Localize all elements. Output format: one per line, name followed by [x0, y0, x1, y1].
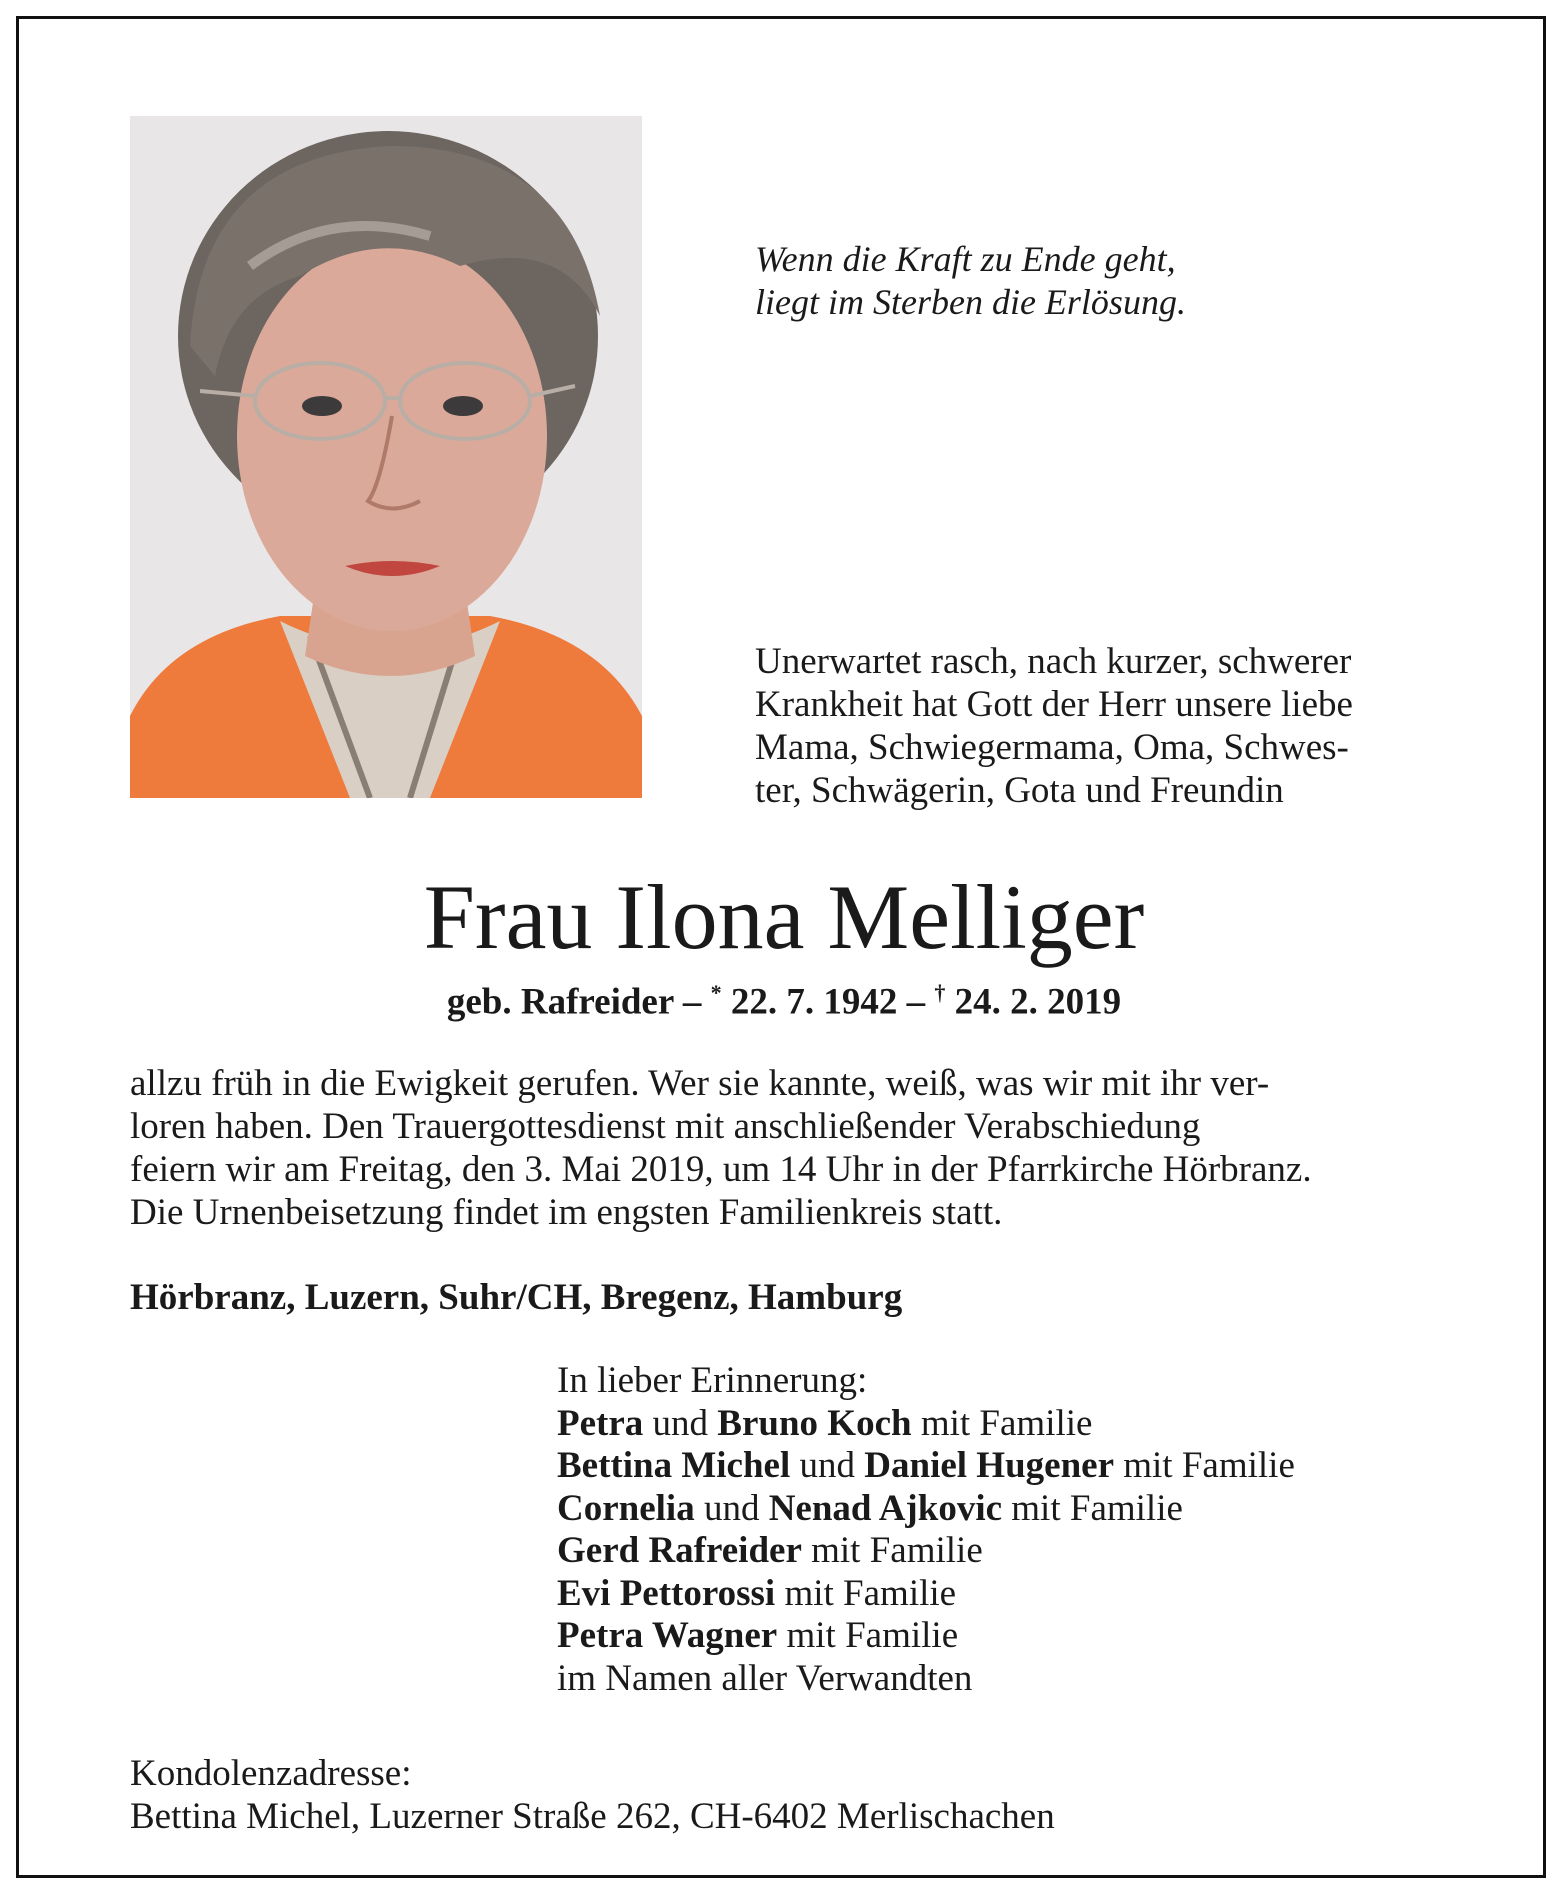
- mourners-closing: im Namen aller Verwandten: [557, 1657, 973, 1699]
- mourner-line: [557, 1488, 1295, 1531]
- life-dates: [0, 980, 1568, 1023]
- mourner-line: [557, 1403, 1295, 1446]
- mourner-name: Evi Pettorossi: [557, 1572, 776, 1614]
- address-line: Bettina Michel, Luzerner Straße 262, CH-6402 Merlischachen: [130, 1796, 1055, 1837]
- death-date: 24. 2. 2019: [954, 981, 1122, 1023]
- mourner-line: [557, 1573, 1295, 1616]
- mourner-text: und: [694, 1487, 769, 1529]
- mourner-text: und: [790, 1445, 865, 1486]
- mourner-text: mit Familie: [775, 1572, 957, 1614]
- remembrance-heading: In lieber Erinnerung:: [557, 1360, 868, 1401]
- intro-line: Unerwartet rasch, nach kurzer, schwerer: [755, 641, 1352, 682]
- birth-date: 22. 7. 1942: [730, 981, 898, 1023]
- mourner-text: mit Familie: [911, 1402, 1093, 1444]
- mourner-line: [557, 1530, 1295, 1573]
- quote-line: Wenn die Kraft zu Ende geht,: [755, 239, 1176, 279]
- death-symbol: †: [934, 980, 946, 1005]
- intro-line: Mama, Schwiegermama, Oma, Schwes-: [755, 727, 1349, 768]
- quote-line: liegt im Sterben die Erlösung.: [755, 282, 1186, 322]
- condolence-address: [130, 1752, 1055, 1838]
- mourner-line: [557, 1615, 1295, 1658]
- body-line: feiern wir am Freitag, den 3. Mai 2019, um 14 Uhr in der Pfarrkirche Hörbranz.: [130, 1149, 1312, 1190]
- mourner-name: Nenad Ajkovic: [768, 1487, 1003, 1529]
- intro-line: ter, Schwägerin, Gota und Freundin: [755, 770, 1284, 811]
- address-label: Kondolenzadresse:: [130, 1753, 412, 1794]
- birth-name: geb. Rafreider: [446, 981, 674, 1023]
- mourner-name: Daniel Hugener: [864, 1445, 1114, 1486]
- intro-line: Krankheit hat Gott der Herr unsere liebe: [755, 684, 1353, 725]
- separator: –: [906, 981, 926, 1023]
- mourner-name: Petra Wagner: [557, 1615, 778, 1656]
- birth-symbol: *: [710, 980, 722, 1005]
- mourner-name: Bettina Michel: [557, 1445, 791, 1486]
- mourner-name: Gerd Rafreider: [557, 1530, 802, 1571]
- mourner-text: mit Familie: [1114, 1445, 1295, 1486]
- body-line: loren haben. Den Trauergottesdienst mit anschließender Verabschiedung: [130, 1106, 1201, 1147]
- mourner-text: mit Familie: [1002, 1487, 1183, 1529]
- quote: [755, 238, 1186, 324]
- portrait-photo: [130, 116, 642, 798]
- deceased-name: Frau Ilona Melliger: [423, 866, 1145, 968]
- mourner-text: und: [643, 1402, 718, 1444]
- separator: –: [682, 981, 702, 1023]
- places: Hörbranz, Luzern, Suhr/CH, Bregenz, Hamburg: [130, 1277, 903, 1318]
- mourner-name: Cornelia: [557, 1487, 695, 1529]
- mourner-text: mit Familie: [801, 1530, 983, 1571]
- mourner-list: [557, 1403, 1295, 1658]
- mourner-text: mit Familie: [777, 1615, 959, 1656]
- mourner-line: [557, 1445, 1295, 1488]
- body-line: Die Urnenbeisetzung findet im engsten Familienkreis statt.: [130, 1192, 1003, 1233]
- body-line: allzu früh in die Ewigkeit gerufen. Wer sie kannte, weiß, was wir mit ihr ver-: [130, 1063, 1270, 1104]
- mourner-name: Petra: [557, 1402, 644, 1444]
- body-text: [130, 1062, 1440, 1234]
- intro-text: [755, 640, 1435, 812]
- mourner-name: Bruno Koch: [717, 1402, 912, 1444]
- mourners-block: [557, 1360, 1295, 1700]
